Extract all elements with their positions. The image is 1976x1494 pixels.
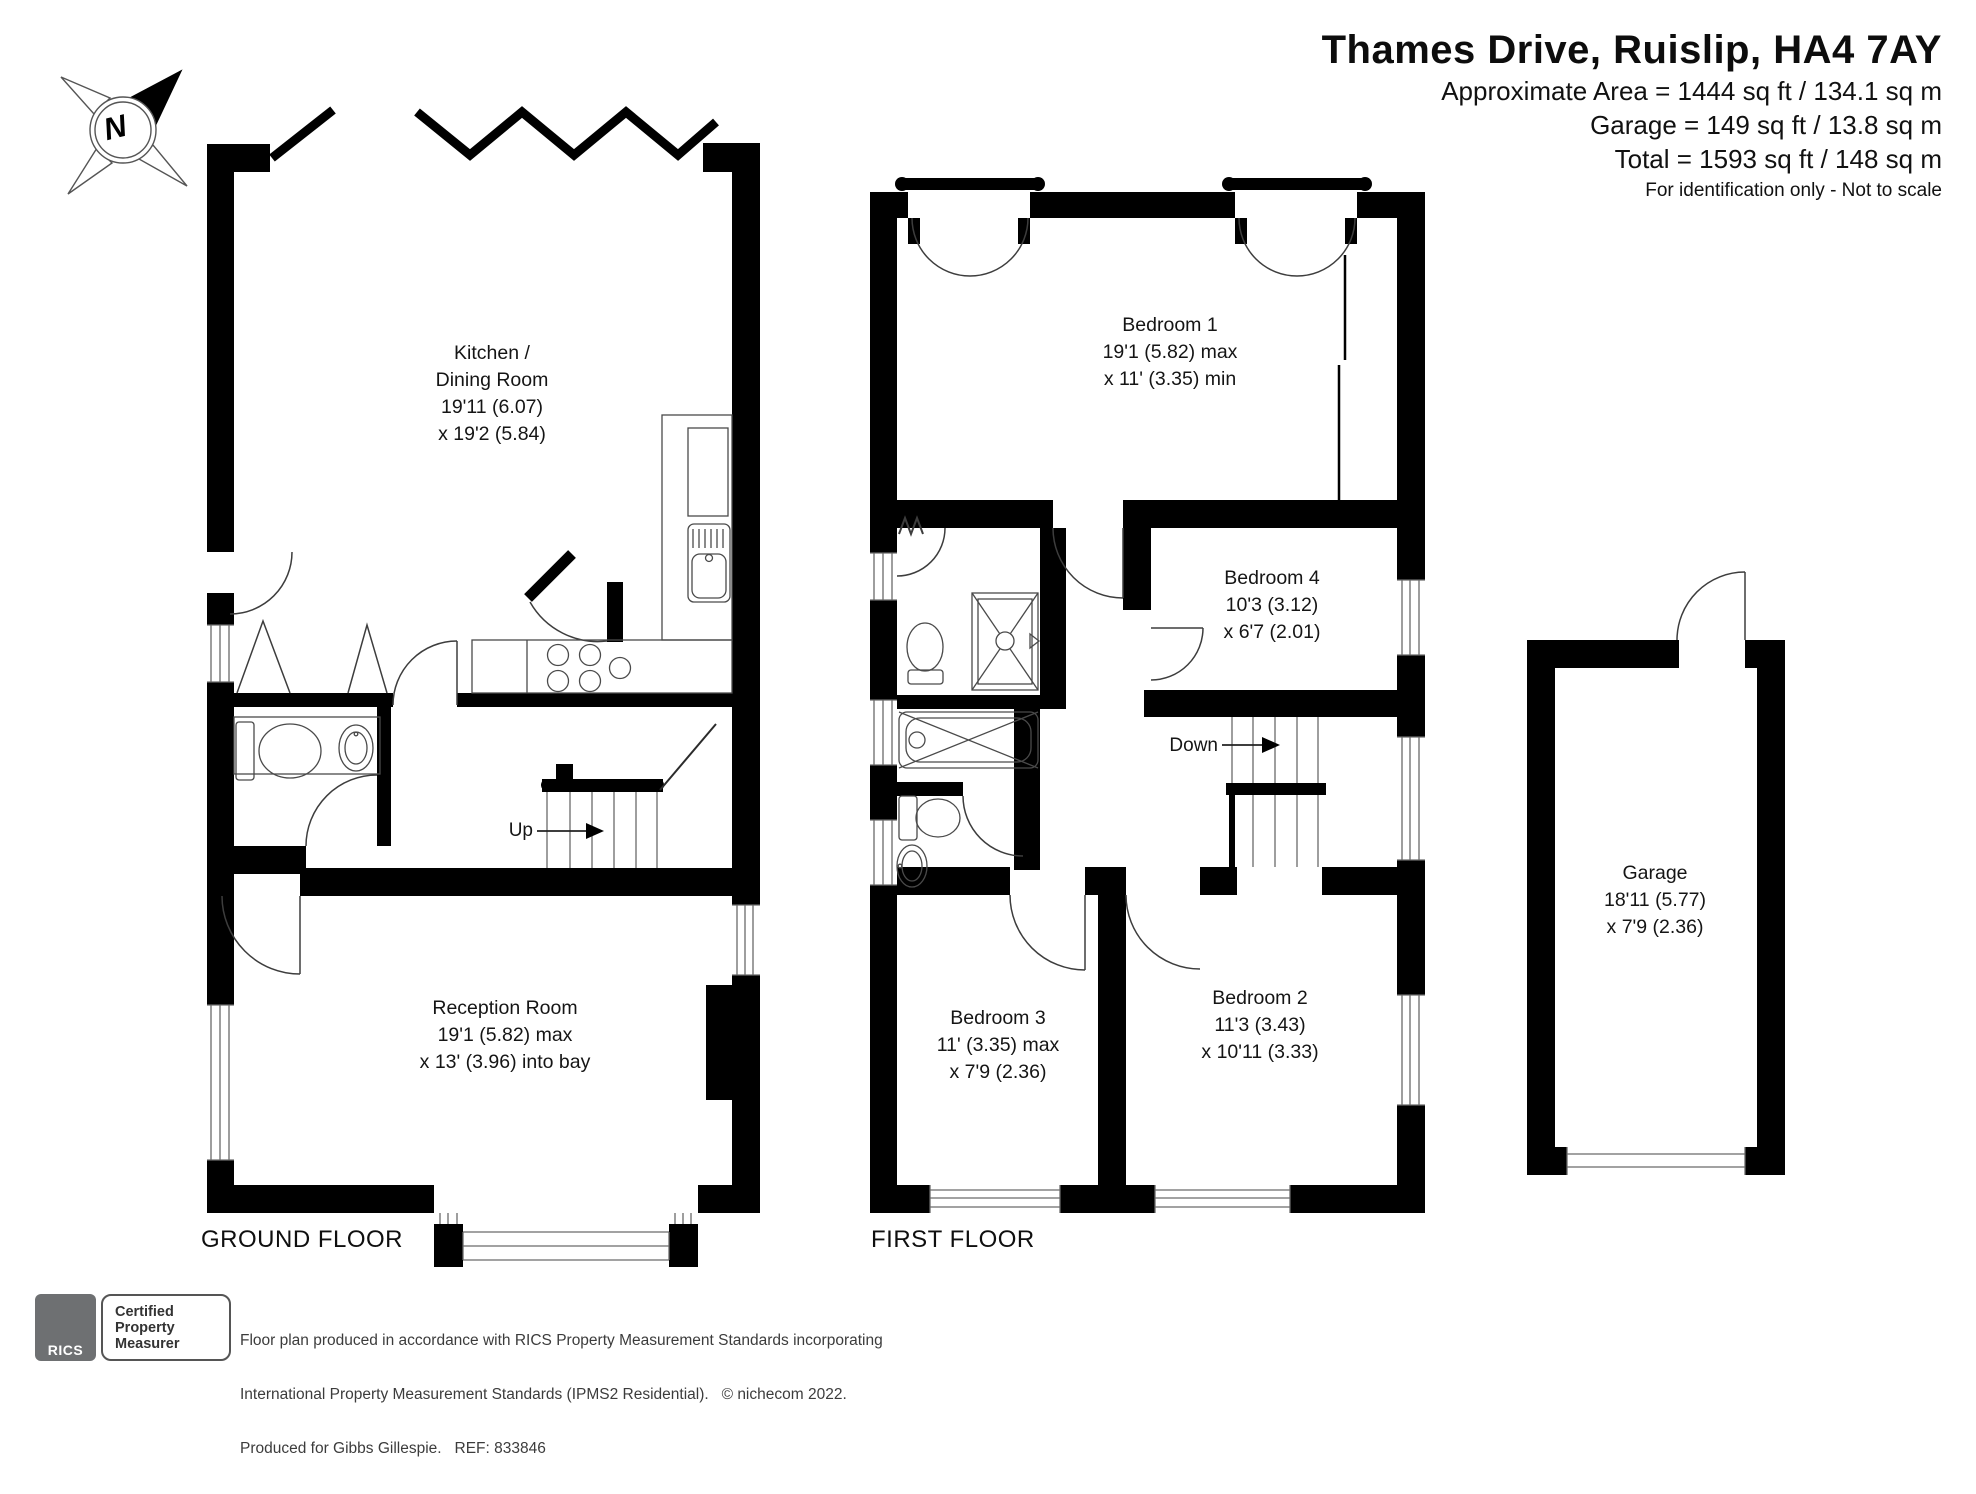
gf-window-left-reception xyxy=(207,1005,234,1160)
sink-icon xyxy=(688,524,730,602)
gf-window-right-reception xyxy=(732,905,760,975)
gf-windows xyxy=(207,625,760,1260)
certified-property-measurer-badge: Certified Property Measurer xyxy=(101,1294,231,1361)
ff-window-left-3 xyxy=(870,820,897,885)
ff-window-right-bedroom2 xyxy=(1397,995,1425,1105)
garage-area: Garage = 149 sq ft / 13.8 sq m xyxy=(1590,110,1942,140)
hob-icon xyxy=(548,645,631,692)
page-title: Thames Drive, Ruislip, HA4 7AY xyxy=(1321,28,1942,72)
room-label-reception: Reception Room 19'1 (5.82) max x 13' (3.96) into bay xyxy=(419,997,591,1073)
shower-room-door-arc xyxy=(897,528,945,576)
ground-floor-label: GROUND FLOOR xyxy=(201,1226,404,1253)
ff-basin-icon xyxy=(897,845,927,887)
first-floor-label: FIRST FLOOR xyxy=(871,1226,1035,1253)
bedroom2-door-arc xyxy=(1126,895,1200,969)
approximate-area: Approximate Area = 1444 sq ft / 134.1 sq m xyxy=(1441,76,1942,106)
footer-line-1: Floor plan produced in accordance with RICS Property Measurement Standards incorporating xyxy=(240,1332,883,1349)
down-arrow xyxy=(1222,737,1280,753)
stairs-down-label: Down xyxy=(1169,735,1218,756)
room-label-bedroom4: Bedroom 4 10'3 (3.12) x 6'7 (2.01) xyxy=(1223,567,1321,643)
chimney-breast xyxy=(706,985,732,1100)
room-label-bedroom3: Bedroom 3 11' (3.35) max x 7'9 (2.36) xyxy=(936,1007,1060,1083)
footer-disclaimer xyxy=(240,1296,883,1494)
bedroom4-door-arc xyxy=(1151,628,1203,680)
gf-door-arcs xyxy=(222,552,607,974)
title-block xyxy=(1322,26,1942,206)
ground-floor-walls xyxy=(207,143,760,1267)
ff-window-right-landing xyxy=(1397,737,1425,860)
kitchen-counter xyxy=(472,415,732,693)
stairs-up xyxy=(537,724,716,868)
cupboard-doors xyxy=(237,621,387,693)
ff-window-bottom-bedroom3 xyxy=(930,1185,1060,1213)
toilet-icon xyxy=(236,722,321,780)
basin-icon xyxy=(339,725,373,771)
ff-toilet-icon-1 xyxy=(907,623,943,684)
wc-door-arc xyxy=(306,775,377,846)
footer-line-3: Produced for Gibbs Gillespie. REF: 833846 xyxy=(240,1440,546,1457)
ff-window-left-1 xyxy=(870,553,897,600)
garage-entry-door-arc xyxy=(1677,572,1745,640)
kitchen-door-arc xyxy=(393,641,457,705)
footer-line-2: International Property Measurement Standards (IPMS2 Residential). © nichecom 2022. xyxy=(240,1386,847,1403)
stairs-down xyxy=(1222,717,1326,867)
garage-door xyxy=(1567,1147,1745,1175)
french-window-icon-1 xyxy=(895,177,1045,276)
ff-window-left-2 xyxy=(870,700,897,765)
compass-north-label: N xyxy=(99,107,131,148)
understairs-door-leaf xyxy=(528,554,572,598)
bedroom1-recess-lines xyxy=(1339,255,1345,505)
ff-toilet-icon-2 xyxy=(899,796,960,840)
understairs-door-arc xyxy=(530,602,607,642)
ff-window-right-bedroom4 xyxy=(1397,580,1425,655)
rics-logo xyxy=(35,1294,96,1361)
room-label-kitchen-dining: Kitchen / Dining Room 19'11 (6.07) x 19'2 (5.84) xyxy=(435,342,549,445)
gf-wc-fixtures xyxy=(234,717,380,780)
stairs-up-label: Up xyxy=(508,820,533,841)
room-label-bedroom1: Bedroom 1 19'1 (5.82) max x 11' (3.35) min xyxy=(1102,314,1238,390)
shower-icon xyxy=(972,593,1039,690)
room-label-garage: Garage 18'11 (5.77) x 7'9 (2.36) xyxy=(1603,862,1707,938)
room-label-bedroom2: Bedroom 2 11'3 (3.43) x 10'11 (3.33) xyxy=(1201,987,1319,1063)
side-entrance-door-arc xyxy=(230,552,292,614)
scale-disclaimer: For identification only - Not to scale xyxy=(1645,180,1942,201)
rics-logo-text: RICS xyxy=(47,1342,84,1358)
total-area: Total = 1593 sq ft / 148 sq m xyxy=(1614,144,1942,174)
ff-window-bottom-bedroom2 xyxy=(1155,1185,1290,1213)
gf-window-left-small xyxy=(207,625,234,682)
bay-window xyxy=(440,1213,691,1260)
bedroom3-door-arc xyxy=(1010,895,1085,970)
